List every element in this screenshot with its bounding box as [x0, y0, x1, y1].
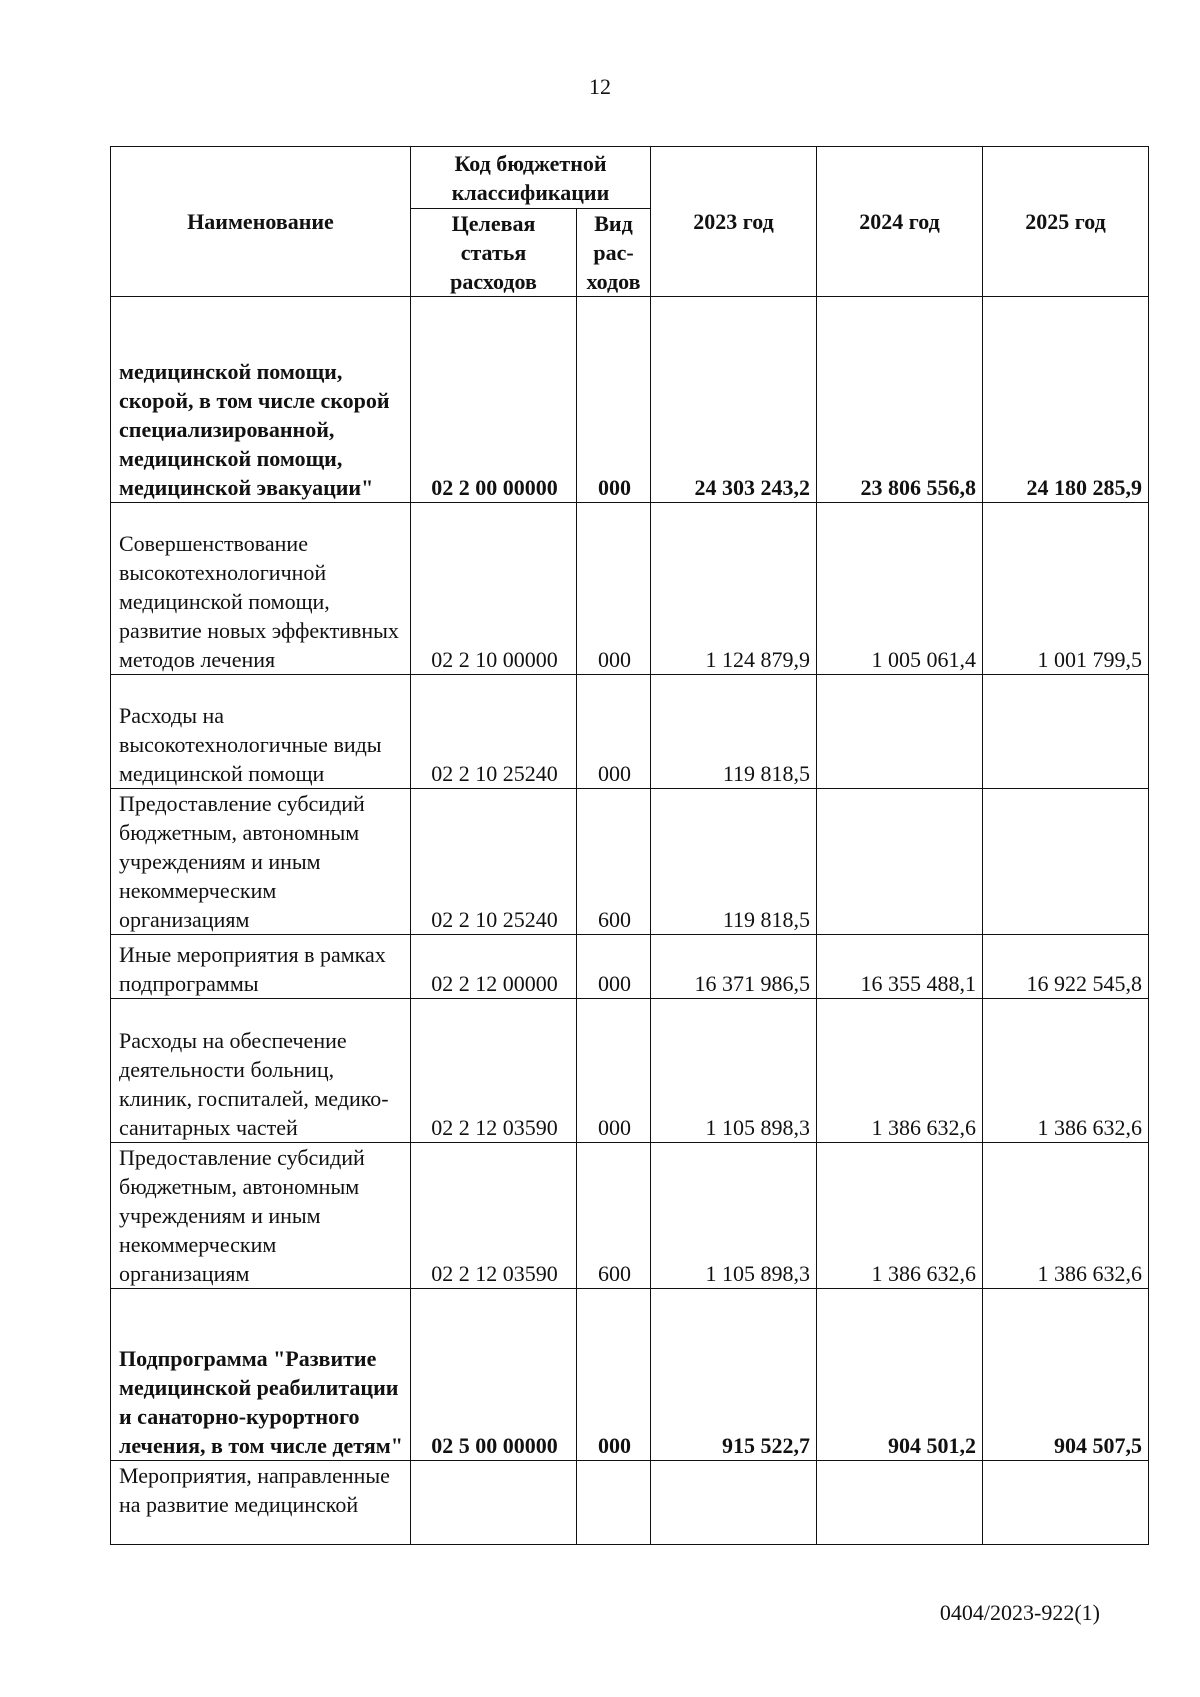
row-value-2024: 1 386 632,6 [817, 1143, 983, 1289]
row-expense-type: 000 [577, 935, 651, 999]
row-name: Иные мероприятия в рамках подпрограммы [111, 935, 411, 999]
row-name: Расходы на обеспечение деятельности больниц, клиник, госпиталей, медико-санитарных частей [111, 999, 411, 1143]
row-value-2024: 904 501,2 [817, 1289, 983, 1461]
table-row [111, 1461, 1149, 1545]
row-expense-type: 600 [577, 1143, 651, 1289]
row-value-2025: 1 386 632,6 [983, 1143, 1149, 1289]
table-row [111, 935, 1149, 999]
table-row [111, 675, 1149, 789]
header-expense-type: Вид рас-ходов [577, 209, 651, 297]
table-body [111, 297, 1149, 1545]
row-expense-type: 000 [577, 999, 651, 1143]
row-value-2024: 16 355 488,1 [817, 935, 983, 999]
row-value-2023: 119 818,5 [651, 789, 817, 935]
table-row [111, 1143, 1149, 1289]
row-value-2023: 16 371 986,5 [651, 935, 817, 999]
header-2023: 2023 год [651, 147, 817, 297]
row-value-2023: 24 303 243,2 [651, 297, 817, 503]
header-target-article: Целевая статья расходов [411, 209, 577, 297]
row-expense-type: 000 [577, 675, 651, 789]
row-value-2025 [983, 789, 1149, 935]
row-expense-type: 600 [577, 789, 651, 935]
row-target-article: 02 2 12 00000 [411, 935, 577, 999]
row-expense-type [577, 1461, 651, 1545]
row-target-article: 02 2 12 03590 [411, 999, 577, 1143]
table-row [111, 999, 1149, 1143]
row-value-2023 [651, 1461, 817, 1545]
header-2025: 2025 год [983, 147, 1149, 297]
row-name: Предоставление субсидий бюджетным, автономным учреждениям и иным некоммерческим организациям [111, 1143, 411, 1289]
row-target-article: 02 2 10 25240 [411, 675, 577, 789]
document-code: 0404/2023-922(1) [939, 1600, 1100, 1625]
row-name: Предоставление субсидий бюджетным, автономным учреждениям и иным некоммерческим организациям [111, 789, 411, 935]
budget-table [110, 146, 1149, 1545]
row-value-2025: 24 180 285,9 [983, 297, 1149, 503]
row-value-2025: 16 922 545,8 [983, 935, 1149, 999]
row-value-2024 [817, 675, 983, 789]
header-2024: 2024 год [817, 147, 983, 297]
row-expense-type: 000 [577, 1289, 651, 1461]
row-value-2023: 1 124 879,9 [651, 503, 817, 675]
row-expense-type: 000 [577, 297, 651, 503]
table-header [111, 147, 1149, 297]
row-target-article: 02 2 12 03590 [411, 1143, 577, 1289]
row-value-2024 [817, 789, 983, 935]
row-value-2023: 1 105 898,3 [651, 1143, 817, 1289]
row-value-2025 [983, 1461, 1149, 1545]
row-value-2024: 23 806 556,8 [817, 297, 983, 503]
row-name: медицинской помощи, скорой, в том числе скорой специализированной, медицинской помощи, медицинской эвакуации" [111, 297, 411, 503]
row-name: Совершенствование высокотехнологичной медицинской помощи, развитие новых эффективных методов лечения [111, 503, 411, 675]
row-target-article: 02 2 10 25240 [411, 789, 577, 935]
row-value-2023: 915 522,7 [651, 1289, 817, 1461]
header-budget-code: Код бюджетной классификации [411, 147, 651, 209]
row-target-article [411, 1461, 577, 1545]
row-value-2024 [817, 1461, 983, 1545]
row-name: Мероприятия, направленные на развитие медицинской [111, 1461, 411, 1545]
row-expense-type: 000 [577, 503, 651, 675]
page-number: 12 [589, 74, 611, 99]
row-name: Подпрограмма "Развитие медицинской реабилитации и санаторно-курортного лечения, в том числе детям" [111, 1289, 411, 1461]
row-value-2025: 1 386 632,6 [983, 999, 1149, 1143]
table-row [111, 1289, 1149, 1461]
table-row [111, 503, 1149, 675]
row-target-article: 02 5 00 00000 [411, 1289, 577, 1461]
row-value-2025: 1 001 799,5 [983, 503, 1149, 675]
row-target-article: 02 2 10 00000 [411, 503, 577, 675]
row-value-2024: 1 005 061,4 [817, 503, 983, 675]
row-value-2023: 119 818,5 [651, 675, 817, 789]
row-target-article: 02 2 00 00000 [411, 297, 577, 503]
row-value-2024: 1 386 632,6 [817, 999, 983, 1143]
row-name: Расходы на высокотехнологичные виды медицинской помощи [111, 675, 411, 789]
table-row [111, 789, 1149, 935]
row-value-2023: 1 105 898,3 [651, 999, 817, 1143]
row-value-2025 [983, 675, 1149, 789]
table-row [111, 297, 1149, 503]
row-value-2025: 904 507,5 [983, 1289, 1149, 1461]
header-name: Наименование [111, 147, 411, 297]
